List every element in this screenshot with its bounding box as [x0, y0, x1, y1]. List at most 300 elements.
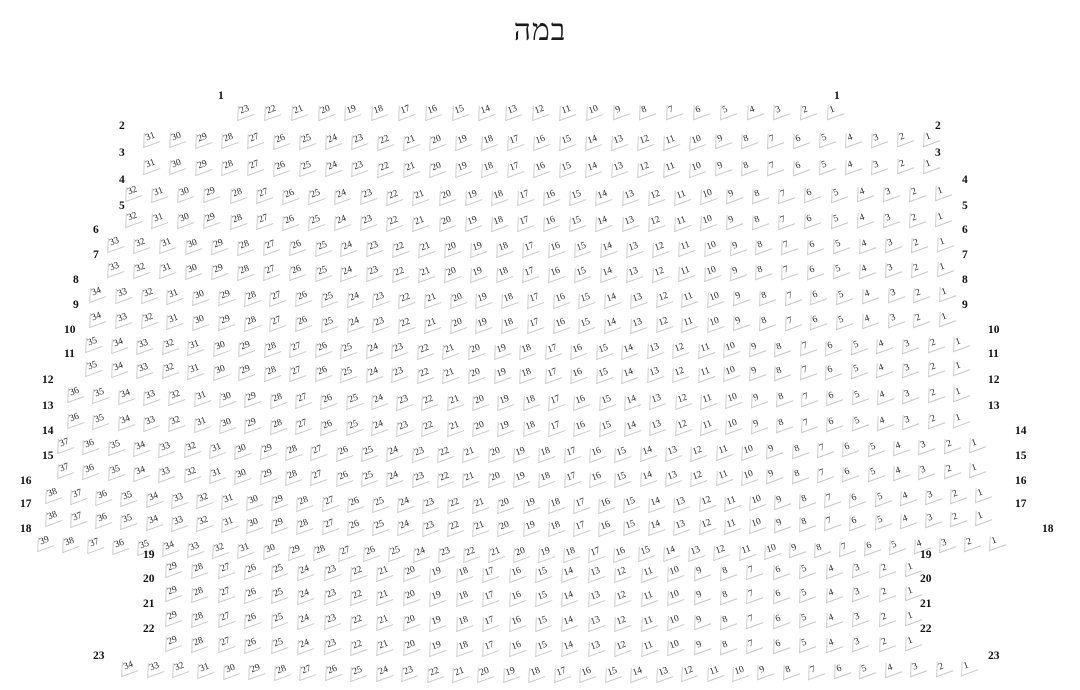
- seat[interactable]: [378, 566, 390, 578]
- seat[interactable]: [616, 590, 628, 602]
- seat[interactable]: [195, 417, 207, 429]
- seat[interactable]: [546, 368, 558, 380]
- seat[interactable]: [316, 366, 328, 378]
- seat[interactable]: [667, 446, 679, 458]
- seat[interactable]: [955, 361, 963, 372]
- seat[interactable]: [925, 159, 933, 170]
- seat[interactable]: [540, 547, 552, 559]
- seat[interactable]: [374, 317, 386, 329]
- seat[interactable]: [725, 519, 737, 531]
- seat[interactable]: [172, 515, 184, 527]
- seat[interactable]: [886, 663, 894, 674]
- seat[interactable]: [84, 464, 96, 476]
- seat[interactable]: [325, 614, 337, 626]
- seat[interactable]: [322, 393, 334, 405]
- seat[interactable]: [563, 641, 575, 653]
- seat[interactable]: [861, 264, 869, 275]
- seat[interactable]: [325, 589, 337, 601]
- seat[interactable]: [168, 314, 180, 326]
- seat[interactable]: [337, 470, 349, 482]
- seat[interactable]: [489, 447, 501, 459]
- seat[interactable]: [563, 616, 575, 628]
- seat[interactable]: [639, 134, 651, 146]
- seat[interactable]: [642, 590, 654, 602]
- seat[interactable]: [127, 212, 139, 224]
- seat[interactable]: [554, 318, 566, 330]
- seat[interactable]: [876, 492, 884, 503]
- seat[interactable]: [193, 611, 205, 623]
- seat[interactable]: [388, 471, 400, 483]
- seat[interactable]: [854, 638, 862, 649]
- seat[interactable]: [587, 105, 599, 117]
- seat[interactable]: [801, 518, 809, 529]
- seat[interactable]: [223, 133, 235, 145]
- seat[interactable]: [515, 547, 527, 559]
- seat[interactable]: [750, 518, 762, 530]
- seat[interactable]: [806, 189, 814, 200]
- seat[interactable]: [378, 615, 390, 627]
- seat[interactable]: [119, 388, 131, 400]
- seat[interactable]: [364, 546, 376, 558]
- seat[interactable]: [665, 546, 677, 558]
- seat[interactable]: [398, 394, 410, 406]
- seat[interactable]: [484, 641, 496, 653]
- seat[interactable]: [119, 414, 131, 426]
- seat[interactable]: [457, 640, 469, 652]
- seat[interactable]: [193, 586, 205, 598]
- seat[interactable]: [185, 467, 197, 479]
- seat[interactable]: [327, 134, 339, 146]
- seat[interactable]: [47, 488, 59, 500]
- seat[interactable]: [135, 465, 147, 477]
- seat[interactable]: [87, 361, 99, 373]
- seat[interactable]: [97, 490, 109, 502]
- seat[interactable]: [929, 362, 937, 373]
- seat[interactable]: [708, 666, 720, 678]
- seat[interactable]: [352, 639, 364, 651]
- seat[interactable]: [748, 105, 756, 116]
- seat[interactable]: [775, 105, 783, 116]
- seat[interactable]: [674, 367, 686, 379]
- seat[interactable]: [717, 445, 729, 457]
- seat[interactable]: [725, 496, 737, 508]
- seat[interactable]: [695, 616, 703, 627]
- seat[interactable]: [675, 215, 687, 227]
- seat[interactable]: [769, 134, 777, 145]
- seat[interactable]: [524, 498, 536, 510]
- seat[interactable]: [903, 339, 911, 350]
- seat[interactable]: [853, 417, 861, 428]
- seat[interactable]: [97, 513, 109, 525]
- seat[interactable]: [540, 472, 552, 484]
- seat[interactable]: [161, 263, 173, 275]
- seat[interactable]: [179, 213, 191, 225]
- seat[interactable]: [705, 241, 717, 253]
- seat[interactable]: [641, 471, 653, 483]
- seat[interactable]: [699, 343, 711, 355]
- seat[interactable]: [457, 566, 469, 578]
- seat[interactable]: [580, 318, 592, 330]
- seat[interactable]: [879, 416, 887, 427]
- seat[interactable]: [910, 187, 918, 198]
- seat[interactable]: [524, 521, 536, 533]
- seat[interactable]: [301, 665, 313, 677]
- seat[interactable]: [292, 105, 304, 117]
- seat[interactable]: [373, 497, 385, 509]
- seat[interactable]: [728, 216, 736, 227]
- seat[interactable]: [826, 517, 834, 528]
- seat[interactable]: [503, 318, 515, 330]
- seat[interactable]: [844, 443, 852, 454]
- seat[interactable]: [336, 215, 348, 227]
- seat[interactable]: [489, 472, 501, 484]
- seat[interactable]: [651, 420, 663, 432]
- seat[interactable]: [519, 216, 531, 228]
- seat[interactable]: [941, 312, 949, 323]
- seat[interactable]: [492, 216, 504, 228]
- seat[interactable]: [668, 105, 676, 116]
- seat[interactable]: [398, 420, 410, 432]
- seat[interactable]: [743, 162, 751, 173]
- seat[interactable]: [793, 469, 801, 480]
- seat[interactable]: [895, 441, 903, 452]
- seat[interactable]: [112, 337, 124, 349]
- seat[interactable]: [510, 567, 522, 579]
- seat[interactable]: [847, 134, 855, 145]
- seat[interactable]: [214, 340, 226, 352]
- seat[interactable]: [777, 419, 785, 430]
- seat[interactable]: [298, 496, 310, 508]
- seat[interactable]: [705, 266, 717, 278]
- seat[interactable]: [367, 343, 379, 355]
- seat[interactable]: [679, 241, 691, 253]
- seat[interactable]: [769, 161, 777, 172]
- seat[interactable]: [394, 241, 406, 253]
- seat[interactable]: [601, 266, 613, 278]
- seat[interactable]: [790, 544, 798, 555]
- seat[interactable]: [889, 314, 897, 325]
- seat[interactable]: [910, 213, 918, 224]
- seat[interactable]: [246, 588, 258, 600]
- seat[interactable]: [692, 445, 704, 457]
- seat[interactable]: [347, 394, 359, 406]
- seat[interactable]: [197, 493, 209, 505]
- seat[interactable]: [854, 613, 862, 624]
- seat[interactable]: [431, 640, 443, 652]
- seat[interactable]: [616, 446, 628, 458]
- seat[interactable]: [876, 515, 884, 526]
- seat[interactable]: [760, 316, 768, 327]
- seat[interactable]: [498, 242, 510, 254]
- seat[interactable]: [261, 444, 273, 456]
- seat[interactable]: [464, 447, 476, 459]
- seat[interactable]: [464, 472, 476, 484]
- seat[interactable]: [743, 444, 755, 456]
- seat[interactable]: [91, 287, 103, 299]
- seat[interactable]: [691, 161, 703, 173]
- seat[interactable]: [470, 344, 482, 356]
- seat[interactable]: [743, 135, 751, 146]
- seat[interactable]: [423, 420, 435, 432]
- seat[interactable]: [783, 265, 791, 276]
- seat[interactable]: [613, 135, 625, 147]
- seat[interactable]: [347, 420, 359, 432]
- seat[interactable]: [590, 591, 602, 603]
- seat[interactable]: [275, 133, 287, 145]
- seat[interactable]: [220, 637, 232, 649]
- seat[interactable]: [466, 216, 478, 228]
- seat[interactable]: [977, 511, 985, 522]
- seat[interactable]: [827, 613, 835, 624]
- seat[interactable]: [669, 640, 681, 652]
- seat[interactable]: [472, 242, 484, 254]
- seat[interactable]: [675, 189, 687, 201]
- seat[interactable]: [674, 343, 686, 355]
- seat[interactable]: [510, 616, 522, 628]
- seat[interactable]: [665, 161, 677, 173]
- seat[interactable]: [701, 189, 713, 201]
- seat[interactable]: [743, 469, 755, 481]
- seat[interactable]: [937, 662, 945, 673]
- seat[interactable]: [363, 446, 375, 458]
- seat[interactable]: [669, 615, 681, 627]
- seat[interactable]: [272, 638, 284, 650]
- seat[interactable]: [676, 394, 688, 406]
- seat[interactable]: [245, 315, 257, 327]
- seat[interactable]: [625, 497, 637, 509]
- seat[interactable]: [444, 343, 456, 355]
- seat[interactable]: [907, 586, 915, 597]
- seat[interactable]: [801, 565, 809, 576]
- seat[interactable]: [725, 366, 737, 378]
- seat[interactable]: [752, 419, 760, 430]
- seat[interactable]: [363, 471, 375, 483]
- seat[interactable]: [223, 517, 235, 529]
- seat[interactable]: [801, 639, 809, 650]
- seat[interactable]: [342, 366, 354, 378]
- seat[interactable]: [576, 267, 588, 279]
- seat[interactable]: [352, 614, 364, 626]
- seat[interactable]: [809, 240, 817, 251]
- seat[interactable]: [291, 342, 303, 354]
- seat[interactable]: [439, 546, 451, 558]
- seat[interactable]: [231, 213, 243, 225]
- seat[interactable]: [367, 367, 379, 379]
- seat[interactable]: [372, 420, 384, 432]
- seat[interactable]: [775, 518, 783, 529]
- seat[interactable]: [653, 266, 665, 278]
- seat[interactable]: [945, 464, 953, 475]
- seat[interactable]: [907, 636, 915, 647]
- seat[interactable]: [219, 315, 231, 327]
- seat[interactable]: [777, 393, 785, 404]
- seat[interactable]: [405, 134, 417, 146]
- seat[interactable]: [194, 289, 206, 301]
- seat[interactable]: [575, 394, 587, 406]
- seat[interactable]: [667, 471, 679, 483]
- seat[interactable]: [795, 161, 803, 172]
- seat[interactable]: [299, 639, 311, 651]
- seat[interactable]: [353, 161, 365, 173]
- seat[interactable]: [819, 468, 827, 479]
- seat[interactable]: [89, 538, 101, 550]
- seat[interactable]: [123, 661, 135, 673]
- seat[interactable]: [653, 241, 665, 253]
- seat[interactable]: [853, 391, 861, 402]
- seat[interactable]: [757, 241, 765, 252]
- seat[interactable]: [884, 187, 892, 198]
- seat[interactable]: [135, 440, 147, 452]
- seat[interactable]: [221, 391, 233, 403]
- seat[interactable]: [297, 316, 309, 328]
- seat[interactable]: [238, 239, 250, 251]
- seat[interactable]: [239, 105, 251, 117]
- seat[interactable]: [240, 365, 252, 377]
- seat[interactable]: [597, 367, 609, 379]
- seat[interactable]: [650, 497, 662, 509]
- seat[interactable]: [109, 465, 121, 477]
- seat[interactable]: [695, 567, 703, 578]
- seat[interactable]: [405, 590, 417, 602]
- seat[interactable]: [530, 667, 542, 679]
- seat[interactable]: [403, 666, 415, 678]
- seat[interactable]: [913, 238, 921, 249]
- seat[interactable]: [802, 105, 810, 116]
- seat[interactable]: [889, 289, 897, 300]
- seat[interactable]: [740, 544, 752, 556]
- seat[interactable]: [413, 471, 425, 483]
- seat[interactable]: [827, 588, 835, 599]
- seat[interactable]: [323, 496, 335, 508]
- seat[interactable]: [109, 237, 121, 249]
- seat[interactable]: [94, 388, 106, 400]
- seat[interactable]: [915, 288, 923, 299]
- seat[interactable]: [116, 287, 128, 299]
- seat[interactable]: [615, 546, 627, 558]
- seat[interactable]: [325, 565, 337, 577]
- seat[interactable]: [236, 443, 248, 455]
- seat[interactable]: [600, 420, 612, 432]
- seat[interactable]: [702, 393, 714, 405]
- seat[interactable]: [669, 566, 681, 578]
- seat[interactable]: [322, 419, 334, 431]
- seat[interactable]: [649, 215, 661, 227]
- seat[interactable]: [694, 105, 702, 116]
- seat[interactable]: [214, 542, 226, 554]
- seat[interactable]: [937, 212, 945, 223]
- seat[interactable]: [581, 667, 593, 679]
- seat[interactable]: [750, 495, 762, 507]
- seat[interactable]: [84, 439, 96, 451]
- seat[interactable]: [854, 588, 862, 599]
- seat[interactable]: [858, 188, 866, 199]
- seat[interactable]: [597, 190, 609, 202]
- seat[interactable]: [287, 469, 299, 481]
- seat[interactable]: [926, 490, 934, 501]
- seat[interactable]: [352, 665, 364, 677]
- seat[interactable]: [220, 563, 232, 575]
- seat[interactable]: [472, 267, 484, 279]
- seat[interactable]: [614, 105, 622, 116]
- seat[interactable]: [91, 312, 103, 324]
- seat[interactable]: [722, 566, 730, 577]
- seat[interactable]: [483, 162, 495, 174]
- seat[interactable]: [265, 105, 277, 117]
- seat[interactable]: [832, 214, 840, 225]
- seat[interactable]: [261, 469, 273, 481]
- seat[interactable]: [193, 636, 205, 648]
- seat[interactable]: [937, 186, 945, 197]
- seat[interactable]: [639, 161, 651, 173]
- seat[interactable]: [322, 291, 334, 303]
- seat[interactable]: [484, 567, 496, 579]
- seat[interactable]: [388, 189, 400, 201]
- seat[interactable]: [665, 134, 677, 146]
- seat[interactable]: [679, 266, 691, 278]
- seat[interactable]: [606, 317, 618, 329]
- seat[interactable]: [748, 590, 756, 601]
- seat[interactable]: [774, 639, 782, 650]
- seat[interactable]: [623, 215, 635, 227]
- seat[interactable]: [509, 135, 521, 147]
- seat[interactable]: [448, 394, 460, 406]
- seat[interactable]: [828, 391, 836, 402]
- seat[interactable]: [861, 239, 869, 250]
- seat[interactable]: [657, 666, 669, 678]
- seat[interactable]: [803, 392, 811, 403]
- seat[interactable]: [211, 468, 223, 480]
- seat[interactable]: [537, 567, 549, 579]
- seat[interactable]: [368, 241, 380, 253]
- seat[interactable]: [642, 615, 654, 627]
- seat[interactable]: [301, 134, 313, 146]
- seat[interactable]: [246, 613, 258, 625]
- seat[interactable]: [264, 240, 276, 252]
- seat[interactable]: [951, 490, 959, 501]
- seat[interactable]: [223, 160, 235, 172]
- seat[interactable]: [145, 132, 157, 144]
- seat[interactable]: [148, 661, 160, 673]
- seat[interactable]: [420, 241, 432, 253]
- seat[interactable]: [722, 640, 730, 651]
- seat[interactable]: [135, 262, 147, 274]
- seat[interactable]: [498, 267, 510, 279]
- seat[interactable]: [240, 341, 252, 353]
- seat[interactable]: [626, 394, 638, 406]
- seat[interactable]: [590, 641, 602, 653]
- seat[interactable]: [289, 544, 301, 556]
- seat[interactable]: [399, 520, 411, 532]
- seat[interactable]: [854, 564, 862, 575]
- seat[interactable]: [474, 498, 486, 510]
- seat[interactable]: [287, 444, 299, 456]
- seat[interactable]: [470, 368, 482, 380]
- seat[interactable]: [795, 134, 803, 145]
- seat[interactable]: [283, 188, 295, 200]
- seat[interactable]: [59, 438, 71, 450]
- seat[interactable]: [869, 442, 877, 453]
- seat[interactable]: [214, 364, 226, 376]
- seat[interactable]: [372, 394, 384, 406]
- seat[interactable]: [852, 340, 860, 351]
- seat[interactable]: [515, 447, 527, 459]
- seat[interactable]: [835, 265, 843, 276]
- seat[interactable]: [428, 666, 440, 678]
- seat[interactable]: [453, 105, 465, 117]
- seat[interactable]: [632, 317, 644, 329]
- seat[interactable]: [901, 491, 909, 502]
- seat[interactable]: [379, 134, 391, 146]
